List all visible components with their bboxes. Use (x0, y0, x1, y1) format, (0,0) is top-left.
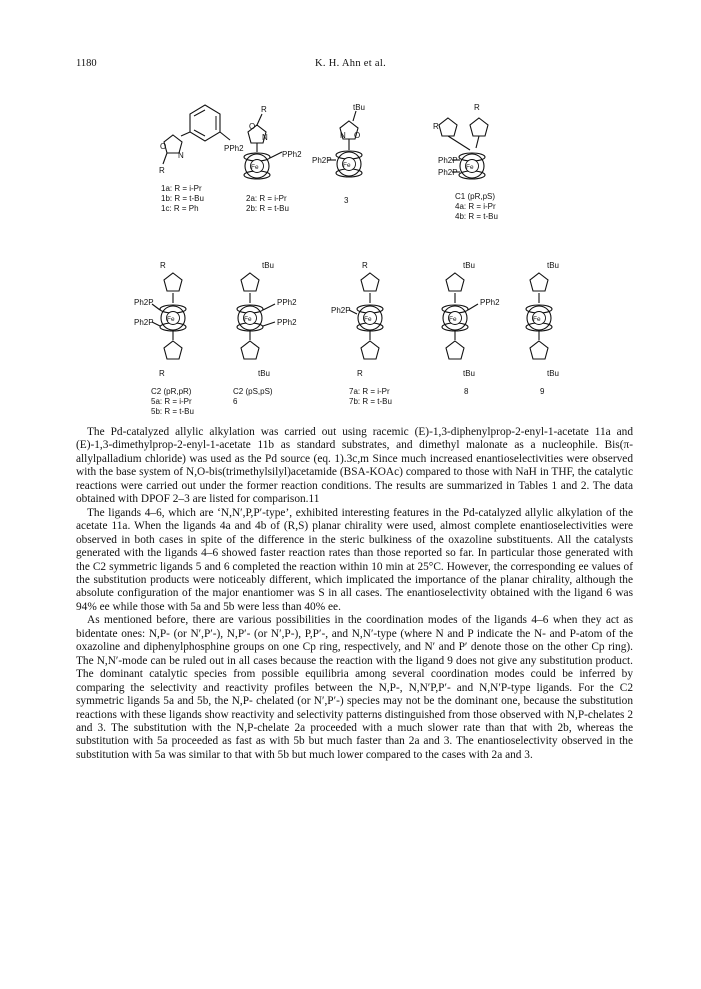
atom-label: Ph2P (134, 318, 154, 327)
atom-label: O (249, 122, 256, 131)
fe-label: Fe (533, 316, 541, 323)
ligand-structures-figure (0, 0, 701, 420)
article-body (76, 426, 633, 762)
label-line: 8 (464, 387, 469, 396)
atom-label: tBu (547, 261, 560, 270)
fe-label: Fe (343, 162, 351, 169)
fe-label: Fe (251, 164, 259, 171)
label-line: 6 (233, 397, 238, 406)
label-line: 5b: R = t-Bu (151, 407, 194, 416)
label-line: 3 (344, 196, 349, 205)
compound-5-labels (151, 387, 194, 417)
atom-label: Ph2P (438, 156, 458, 165)
atom-label: PPh2 (282, 150, 302, 159)
label-line: 7b: R = t-Bu (349, 397, 392, 406)
atom-label: N (178, 151, 184, 160)
label-line: C2 (pS,pS) (233, 387, 273, 396)
compound-6-labels (233, 387, 273, 407)
atom-label: PPh2 (480, 298, 500, 307)
compound-6-structure (237, 273, 275, 359)
compound-7-labels (349, 387, 392, 407)
atom-label: R (433, 122, 439, 131)
label-line: C2 (pR,pR) (151, 387, 192, 396)
atom-label: PPh2 (277, 318, 297, 327)
label-line: 9 (540, 387, 545, 396)
paragraph-1: The Pd-catalyzed allylic alkylation was carried out using racemic (E)-1,3-diphenylprop-2-enyl-1-acetate 11a and (E)-1,3-dimethylprop-2-enyl-1-acetate 11b as standard substrates, and dimethyl malonate as a nucleophile. Bis(π-allylpalladium chloride) was used as the Pd source (eq. 1).3c,m Since much increased enantioselectivities were observed with the base system of N,O-bis(trimethylsilyl)acetamide (BSA-KOAc) compared to those with NaH in THF, the catalytic reactions were carried out under the former reaction conditions. The results are summarized in Tables 1 and 2. The data obtained with DPOF 2–3 are listed for comparison.11 (76, 426, 633, 506)
atom-label: Ph2P (438, 168, 458, 177)
atom-label: tBu (463, 261, 476, 270)
compound-1-structure (163, 105, 230, 164)
atom-label: N (340, 131, 346, 140)
label-line: 4a: R = i-Pr (455, 202, 496, 211)
atom-label: R (159, 369, 165, 378)
atom-label: tBu (463, 369, 476, 378)
atom-label: Ph2P (312, 156, 332, 165)
atom-label: PPh2 (224, 144, 244, 153)
atom-label: R (474, 103, 480, 112)
label-line: 5a: R = i-Pr (151, 397, 192, 406)
atom-label: N (262, 133, 268, 142)
atom-label: R (160, 261, 166, 270)
compound-3-labels (344, 196, 348, 206)
fe-label: Fe (466, 164, 474, 171)
fe-label: Fe (449, 316, 457, 323)
label-line: 1a: R = i-Pr (161, 184, 202, 193)
atom-label: tBu (258, 369, 271, 378)
paragraph-2: The ligands 4–6, which are ‘N,N′,P,P′-type’, exhibited interesting features in the Pd-catalyzed allylic alkylation of the acetate 11a. When the ligands 4a and 4b of (R,S) planar chirality were used, almost complete enantioselectivities were observed in both cases in spite of the difference in the steric bulkiness of the oxazoline substituents. All the catalysts generated with the ligands 4–6 showed faster reaction rates than those reported so far. In particular those generated with the C2 symmetric ligands 5 and 6 completed the reaction within 10 min at 25°C. However, the corresponding ee values of the substitution products were noticeably different, which implicated the importance of the planar chirality, although the absolute configuration of the major enantiomer was S in all cases. The enantioselectivity obtained with the ligand 6 was 94% ee while those with 5a and 5b were less than 40% ee. (76, 506, 633, 613)
compound-8-labels (464, 387, 468, 397)
compound-8-structure (442, 273, 478, 359)
fe-label: Fe (244, 316, 252, 323)
atom-label: O (160, 142, 167, 151)
atom-label: tBu (262, 261, 275, 270)
paragraph-3: As mentioned before, there are various possibilities in the coordination modes of the ligands 4–6 when they act as bidentate ones: N,P- (or N′,P′-), N,P′- (or N′,P-), P,P′-, and N,N′-type (where N and P indicate the N- and P-atom of the oxazoline and diphenylphosphine groups on one Cp ring, respectively, and N′ and P′ denote those on the other Cp ring). The N,N′-mode can be ruled out in all cases because the reaction with the ligand 9 does not give any substitution product. The dominant catalytic species from possible equilibria among several coordination modes could be inferred by comparing the selectivity and reactivity profiles between the N,P-, N,N′P,P′- and N,N′P-type ligands. For the C2 symmetric ligands 5a and 5b, the N,P- chelated (or N′,P′-) species may not be the dominant one, because the substitution reactions with these ligands show reactivity and selectivity patterns distinguished from those observed with N,P-chelates 2 and 3. The substitution with the N,P-chelate 2a proceeded with a much slower rate than that with 2b, whereas the substitution with 5a proceeded as fast as with 5b but much faster than 2a and 3. The enantioselectivity observed in the substitution with 5a was similar to that with 5b but much lower compared to the cases with 2a and 3. (76, 614, 633, 761)
label-line: 7a: R = i-Pr (349, 387, 390, 396)
label-line: 1c: R = Ph (161, 204, 199, 213)
compound-9-labels (540, 387, 544, 397)
label-line: 4b: R = t-Bu (455, 212, 498, 221)
label-line: 1b: R = t-Bu (161, 194, 204, 203)
atom-label: O (354, 131, 361, 140)
page-number: 1180 (76, 58, 97, 69)
compound-4-labels (455, 192, 498, 222)
atom-label: Ph2P (331, 306, 351, 315)
atom-label: tBu (353, 103, 366, 112)
fe-label: Fe (364, 316, 372, 323)
atom-label: R (261, 105, 267, 114)
compound-2-labels (246, 194, 289, 214)
atom-label: tBu (547, 369, 560, 378)
running-header-author: K. H. Ahn et al. (315, 58, 386, 69)
atom-label: PPh2 (277, 298, 297, 307)
compound-1-labels (161, 184, 204, 214)
atom-label: R (362, 261, 368, 270)
atom-label: R (357, 369, 363, 378)
label-line: 2a: R = i-Pr (246, 194, 287, 203)
fe-label: Fe (167, 316, 175, 323)
label-line: C1 (pR,pS) (455, 192, 496, 201)
atom-label: R (159, 166, 165, 175)
atom-label: Ph2P (134, 298, 154, 307)
label-line: 2b: R = t-Bu (246, 204, 289, 213)
